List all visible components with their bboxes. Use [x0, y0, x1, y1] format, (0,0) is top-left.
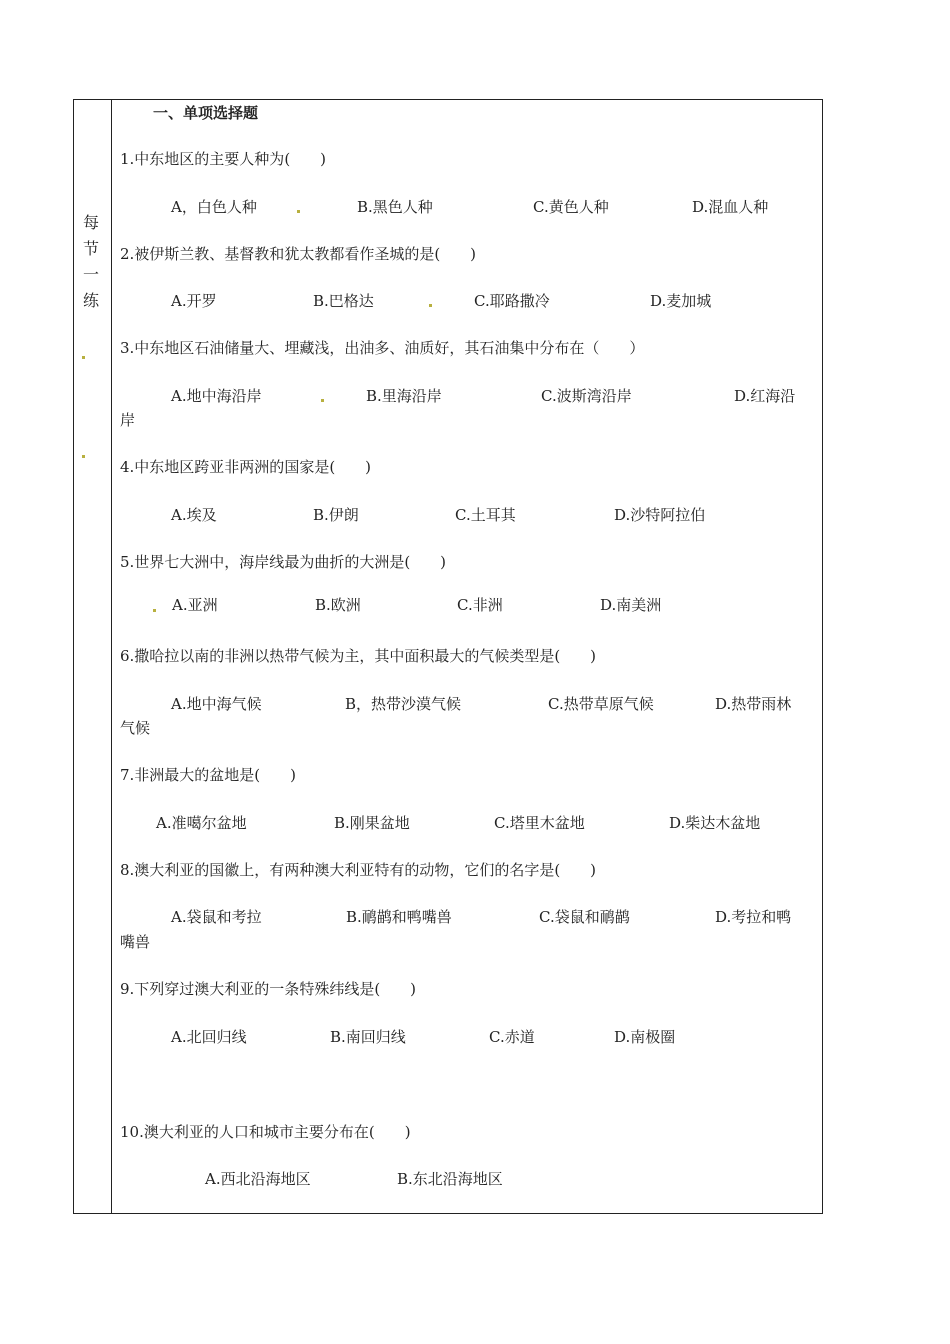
option-d: D.混血人种 — [692, 198, 769, 216]
option-a: A.埃及 — [171, 506, 217, 524]
speck — [297, 210, 300, 213]
option-a: A，白色人种 — [171, 198, 257, 216]
option-a: A.开罗 — [171, 292, 217, 310]
option-b: B.里海沿岸 — [366, 387, 442, 405]
section-title: 一、单项选择题 — [153, 104, 259, 122]
question-stem: 7.非洲最大的盆地是( ) — [120, 766, 297, 784]
option-a: A.准噶尔盆地 — [156, 814, 247, 832]
option-wrap: 嘴兽 — [120, 933, 151, 951]
speck — [82, 455, 85, 458]
side-label — [80, 210, 102, 314]
speck — [321, 399, 324, 402]
option-c: C.赤道 — [489, 1028, 535, 1046]
speck — [429, 304, 432, 307]
option-b: B.鸸鹋和鸭嘴兽 — [346, 908, 452, 926]
option-b: B.南回归线 — [330, 1028, 406, 1046]
option-b: B.巴格达 — [313, 292, 374, 310]
option-a: A.袋鼠和考拉 — [171, 908, 262, 926]
option-c: C.非洲 — [457, 596, 503, 614]
option-d: D.柴达木盆地 — [669, 814, 761, 832]
option-b: B.伊朗 — [313, 506, 359, 524]
option-b: B.东北沿海地区 — [397, 1170, 503, 1188]
option-c: C.塔里木盆地 — [494, 814, 585, 832]
question-stem: 2.被伊斯兰教、基督教和犹太教都看作圣城的是( ) — [120, 245, 477, 263]
option-d: D.沙特阿拉伯 — [614, 506, 706, 524]
option-d: D.南美洲 — [600, 596, 662, 614]
option-c: C.袋鼠和鸸鹋 — [539, 908, 630, 926]
option-d: D.考拉和鸭 — [715, 908, 792, 926]
option-b: B.黑色人种 — [357, 198, 433, 216]
option-d: D.南极圈 — [614, 1028, 676, 1046]
question-stem: 8.澳大利亚的国徽上，有两种澳大利亚特有的动物，它们的名字是( ) — [120, 861, 597, 879]
speck — [82, 356, 85, 359]
side-label-char: 节 — [82, 239, 99, 258]
option-wrap: 岸 — [120, 411, 136, 429]
option-a: A.西北沿海地区 — [205, 1170, 311, 1188]
option-a: A.地中海气候 — [171, 695, 262, 713]
option-wrap: 气候 — [120, 719, 151, 737]
column-divider — [111, 99, 112, 1214]
option-d: D.麦加城 — [650, 292, 712, 310]
question-stem: 3.中东地区石油储量大、埋藏浅，出油多、油质好，其石油集中分布在（ ） — [120, 339, 645, 357]
question-stem: 1.中东地区的主要人种为( ) — [120, 150, 327, 168]
side-label-char: 练 — [82, 291, 99, 310]
option-b: B，热带沙漠气候 — [345, 695, 462, 713]
option-d: D.热带雨林 — [715, 695, 792, 713]
option-c: C.热带草原气候 — [548, 695, 654, 713]
option-a: A.北回归线 — [171, 1028, 247, 1046]
side-label-char: 每 — [82, 213, 99, 232]
question-stem: 6.撒哈拉以南的非洲以热带气候为主，其中面积最大的气候类型是( ) — [120, 647, 597, 665]
option-b: B.刚果盆地 — [334, 814, 410, 832]
question-stem: 10.澳大利亚的人口和城市主要分布在( ) — [120, 1123, 411, 1141]
option-c: C.土耳其 — [455, 506, 516, 524]
option-a: A.亚洲 — [172, 596, 218, 614]
option-c: C.耶路撒冷 — [474, 292, 550, 310]
option-c: C.波斯湾沿岸 — [541, 387, 632, 405]
question-stem: 9.下列穿过澳大利亚的一条特殊纬线是( ) — [120, 980, 417, 998]
option-a: A.地中海沿岸 — [171, 387, 262, 405]
option-d: D.红海沿 — [734, 387, 796, 405]
option-c: C.黄色人种 — [533, 198, 609, 216]
side-label-char: 一 — [82, 265, 99, 284]
speck — [153, 609, 156, 612]
option-b: B.欧洲 — [315, 596, 361, 614]
question-stem: 5.世界七大洲中，海岸线最为曲折的大洲是( ) — [120, 553, 447, 571]
question-stem: 4.中东地区跨亚非两洲的国家是( ) — [120, 458, 372, 476]
